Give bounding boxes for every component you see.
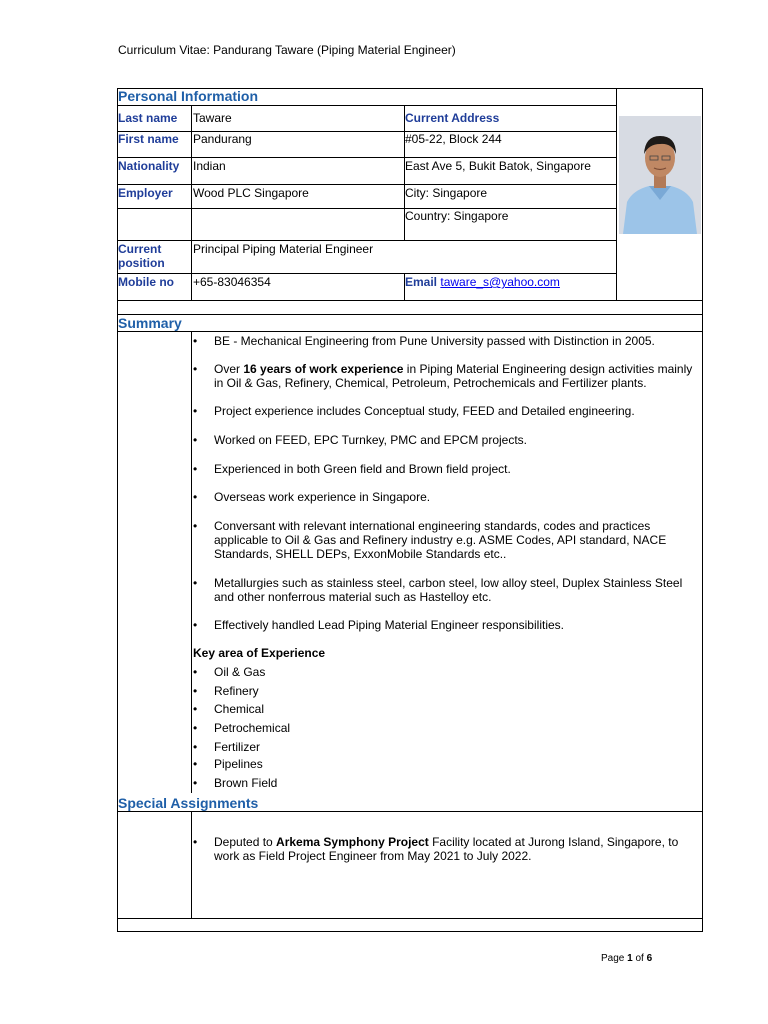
page-current: 1 bbox=[627, 953, 633, 964]
bullet-marker: • bbox=[193, 362, 198, 376]
bullet-marker: • bbox=[193, 702, 198, 716]
current-position-label-line2: position bbox=[118, 256, 165, 270]
bullet-marker: • bbox=[193, 519, 198, 533]
summary-item: Overseas work experience in Singapore. bbox=[214, 490, 431, 504]
summary-item: Effectively handled Lead Piping Material Engineer responsibilities. bbox=[214, 618, 564, 632]
key-area-item: Fertilizer bbox=[214, 740, 261, 754]
summary-item: BE - Mechanical Engineering from Pune University passed with Distinction in 2005. bbox=[214, 334, 655, 348]
page-prefix: Page bbox=[601, 953, 628, 964]
summary-section-title: Summary bbox=[118, 315, 182, 331]
key-area-item: Pipelines bbox=[214, 757, 263, 771]
key-area-item: Refinery bbox=[214, 684, 259, 698]
page-number bbox=[601, 953, 652, 964]
summary-item-bold: 16 years of work experience bbox=[243, 362, 404, 376]
current-position-label-line1: Current bbox=[118, 242, 162, 256]
bullet-marker: • bbox=[193, 618, 198, 632]
special-text: Facility located at Jurong Island, Singapore, to work as Field Project Engineer from May 2021 to July 2022. bbox=[214, 835, 679, 863]
address-label: Current Address bbox=[405, 111, 500, 125]
bullet-marker: • bbox=[193, 835, 198, 849]
current-position-label bbox=[118, 242, 165, 270]
special-project-name: Arkema Symphony Project bbox=[276, 835, 429, 849]
nationality-label: Nationality bbox=[118, 159, 180, 173]
first-name-value: Pandurang bbox=[193, 132, 252, 146]
document-header: Curriculum Vitae: Pandurang Taware (Piping Material Engineer) bbox=[118, 43, 456, 57]
summary-item-text: Over bbox=[214, 362, 244, 376]
bullet-marker: • bbox=[193, 740, 198, 754]
address-city: City: Singapore bbox=[405, 186, 488, 200]
summary-item: Experienced in both Green field and Brown field project. bbox=[214, 462, 511, 476]
mobile-label: Mobile no bbox=[118, 275, 174, 289]
page-of: of bbox=[632, 953, 647, 964]
special-assignment-item bbox=[214, 835, 702, 863]
bullet-marker: • bbox=[193, 433, 198, 447]
bullet-marker: • bbox=[193, 462, 198, 476]
bullet-marker: • bbox=[193, 404, 198, 418]
bullet-marker: • bbox=[193, 334, 198, 348]
bullet-marker: • bbox=[193, 721, 198, 735]
summary-item: Conversant with relevant international engineering standards, codes and practices applicable to Oil & Gas and Refinery industry e.g. ASME Codes, API standard, NACE Standards, SHELL DEPs, ExxonMobile Standards etc.. bbox=[214, 519, 667, 561]
key-area-item: Petrochemical bbox=[214, 721, 291, 735]
last-name-value: Taware bbox=[193, 111, 232, 125]
bullet-marker: • bbox=[193, 776, 198, 790]
bullet-marker: • bbox=[193, 757, 198, 771]
special-text: Deputed to bbox=[214, 835, 277, 849]
key-area-item: Chemical bbox=[214, 702, 265, 716]
employer-value: Wood PLC Singapore bbox=[193, 186, 309, 200]
bullet-marker: • bbox=[193, 576, 198, 590]
summary-item: Metallurgies such as stainless steel, carbon steel, low alloy steel, Duplex Stainless Steel and other nonferrous material such as Hastelloy etc. bbox=[214, 576, 683, 604]
current-position-value: Principal Piping Material Engineer bbox=[193, 242, 374, 256]
bullet-marker: • bbox=[193, 684, 198, 698]
summary-item: Project experience includes Conceptual study, FEED and Detailed engineering. bbox=[214, 404, 635, 418]
employer-label: Employer bbox=[118, 186, 173, 200]
summary-item bbox=[214, 362, 702, 390]
bullet-marker: • bbox=[193, 665, 198, 679]
bullet-marker: • bbox=[193, 490, 198, 504]
person-photo-icon bbox=[619, 116, 701, 234]
mobile-value: +65-83046354 bbox=[193, 275, 271, 289]
email-link[interactable]: taware_s@yahoo.com bbox=[440, 275, 560, 289]
special-section-title: Special Assignments bbox=[118, 795, 259, 811]
first-name-label: First name bbox=[118, 132, 179, 146]
key-area-item: Brown Field bbox=[214, 776, 278, 790]
email-label: Email bbox=[405, 275, 438, 289]
last-name-label: Last name bbox=[118, 111, 178, 125]
nationality-value: Indian bbox=[193, 159, 226, 173]
summary-item-text: in Piping Material Engineering design activities mainly in Oil & Gas, Refinery, Chemical, Petroleum, Petrochemicals and Fertilizer plants. bbox=[214, 362, 693, 390]
summary-item: Worked on FEED, EPC Turnkey, PMC and EPCM projects. bbox=[214, 433, 527, 447]
profile-photo bbox=[619, 116, 701, 234]
address-line1: #05-22, Block 244 bbox=[405, 132, 502, 146]
address-country: Country: Singapore bbox=[405, 209, 509, 223]
email-row bbox=[405, 275, 560, 289]
key-area-item: Oil & Gas bbox=[214, 665, 266, 679]
address-line2: East Ave 5, Bukit Batok, Singapore bbox=[405, 159, 591, 173]
page-total: 6 bbox=[646, 953, 653, 964]
personal-section-title: Personal Information bbox=[118, 88, 259, 104]
key-area-title: Key area of Experience bbox=[193, 646, 326, 660]
